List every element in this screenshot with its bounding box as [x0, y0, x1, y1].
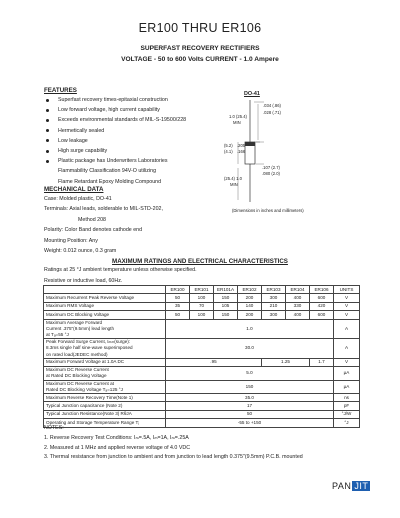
- value-cell: 100: [190, 311, 214, 319]
- ratings-table: [43, 285, 360, 428]
- ratings-condition-1: Ratings at 25 °J ambient temperature unless otherwise specified.: [44, 267, 197, 273]
- dim-body-length-2: .080 (2.0): [262, 171, 280, 176]
- parameter-label: [44, 311, 166, 319]
- table-row: [44, 311, 360, 319]
- cathode-band: [245, 142, 255, 146]
- feature-text: Low leakage: [58, 137, 88, 144]
- feature-text: Low forward voltage, high current capability: [58, 107, 160, 114]
- polarity-line: Polarity: Color Band denotes cathode end: [44, 227, 143, 234]
- parameter-label-line: Rated DC Blocking Voltage Tₐ=125 °J: [46, 386, 123, 392]
- unit-cell: A: [334, 319, 360, 339]
- value-cell: 1.25: [262, 358, 310, 366]
- value-cell: 35: [166, 302, 190, 310]
- parameter-label: [44, 319, 166, 339]
- value-cell: 200: [238, 311, 262, 319]
- feature-text: High surge capability: [58, 148, 108, 155]
- dim-lead-dia: .034 (.86): [263, 103, 281, 108]
- dim-lead-length-min: MIN: [233, 120, 241, 125]
- ratings-heading: MAXIMUM RATINGS AND ELECTRICAL CHARACTERISTICS: [112, 258, 288, 265]
- ratings-header-row: [44, 286, 360, 294]
- case-line: Case: Molded plastic, DO-41: [44, 196, 112, 202]
- value-cell: 400: [286, 294, 310, 302]
- value-cell: 600: [310, 294, 334, 302]
- column-header: [44, 286, 166, 294]
- dimensions-note: (Dimensions in inches and millimeters): [232, 208, 304, 213]
- value-cell: 400: [286, 311, 310, 319]
- table-row: [44, 302, 360, 310]
- value-cell: -55 to +150: [166, 419, 334, 427]
- value-cell: 210: [262, 302, 286, 310]
- note-item: 2. Measured at 1 MHz and applied reverse voltage of 4.0 VDC: [44, 444, 191, 451]
- value-cell: 140: [238, 302, 262, 310]
- panjit-logo: [332, 481, 370, 491]
- parameter-label: [44, 339, 166, 359]
- method-line: Method 208: [78, 216, 106, 223]
- bullet-icon: [46, 129, 49, 132]
- unit-cell: °J: [334, 419, 360, 427]
- table-row: [44, 319, 360, 339]
- parameter-label-line: at Tₐ=55 °J: [46, 331, 69, 337]
- voltage-current-rating: VOLTAGE - 50 to 600 Volts CURRENT - 1.0 Ampere: [121, 56, 279, 63]
- ratings-condition-2: Resistive or inductive load, 60Hz.: [44, 278, 123, 284]
- value-cell: 150: [214, 311, 238, 319]
- feature-item: [44, 95, 244, 105]
- package-label: DO-41: [244, 91, 260, 97]
- table-row: [44, 339, 360, 359]
- table-row: [44, 294, 360, 302]
- parameter-label-line: Maximum Reverse Recovery Time(Note 1): [46, 394, 133, 400]
- feature-item: [44, 136, 244, 146]
- parameter-label-line: Operating and Storage Temperature Range Tⱼ: [46, 419, 140, 425]
- dim-bottom-length: (25.4) 1.0: [224, 176, 242, 181]
- value-cell: 330: [286, 302, 310, 310]
- column-header: ER102: [238, 286, 262, 294]
- table-row: [44, 393, 360, 401]
- table-row: [44, 410, 360, 418]
- unit-cell: V: [334, 311, 360, 319]
- parameter-label-line: Maximum DC Reverse Current at: [46, 380, 114, 386]
- parameter-label-line: Maximum Recurrent Peak Reverse Voltage: [46, 294, 135, 300]
- parameter-label: [44, 393, 166, 401]
- unit-cell: A: [334, 339, 360, 359]
- mechanical-heading: MECHANICAL DATA: [44, 186, 104, 193]
- parameter-label-line: Maximum DC Blocking Voltage: [46, 311, 110, 317]
- table-row: [44, 380, 360, 393]
- dim-lead-dia-2: .028 (.71): [263, 110, 281, 115]
- feature-item: [44, 105, 244, 115]
- dim-lead-length: 1.0 (25.4): [229, 114, 247, 119]
- dim-body-dia-2: .166: [237, 149, 246, 154]
- value-cell: 300: [262, 311, 286, 319]
- column-header: ER101: [190, 286, 214, 294]
- dim-body-dia: .205: [237, 143, 246, 148]
- feature-text: Superfast recovery times-epitaxial construction: [58, 97, 168, 103]
- document-subtitle: SUPERFAST RECOVERY RECTIFIERS: [140, 45, 260, 52]
- unit-cell: °J/W: [334, 410, 360, 418]
- parameter-label-line: Maximum Forward Voltage at 1.0A DC: [46, 359, 125, 365]
- logo-text: PAN: [332, 481, 352, 491]
- bullet-icon: [46, 139, 49, 142]
- parameter-label-line: Maximum DC Reverse Current: [46, 367, 109, 373]
- features-heading: FEATURES: [44, 87, 77, 94]
- parameter-label-line: Typical Junction Resistance(Note 3) RθJA: [46, 411, 132, 417]
- unit-cell: V: [334, 294, 360, 302]
- value-cell: 300: [262, 294, 286, 302]
- unit-cell: pF: [334, 402, 360, 410]
- bullet-icon: [46, 119, 49, 122]
- unit-cell: ns: [334, 393, 360, 401]
- parameter-label: [44, 358, 166, 366]
- feature-text: Plastic package has Underwriters Laboratories: [58, 158, 168, 165]
- value-cell: 150: [214, 294, 238, 302]
- feature-item: [44, 115, 244, 125]
- feature-text: Hermetically sealed: [58, 127, 105, 134]
- value-cell: 150: [166, 380, 334, 393]
- feature-text: Flammability Classification 94V-O utilizing: [58, 168, 157, 175]
- column-header: ER103: [262, 286, 286, 294]
- parameter-label-line: Typical Junction capacitance (Note 2): [46, 402, 123, 408]
- note-item: 3. Thermal resistance from junction to ambient and from junction to lead length 0.375"(9.5mm) P.C.B. mounted: [44, 454, 303, 461]
- value-cell: 100: [190, 294, 214, 302]
- value-cell: 420: [310, 302, 334, 310]
- bullet-icon: [46, 99, 49, 102]
- parameter-label-line: on rated load(JEDEC method): [46, 351, 108, 357]
- parameter-label: [44, 367, 166, 380]
- column-header: ER104: [286, 286, 310, 294]
- table-row: [44, 402, 360, 410]
- parameter-label: [44, 402, 166, 410]
- value-cell: 50: [166, 410, 334, 418]
- feature-item: [44, 126, 244, 136]
- parameter-label-line: at Rated DC Blocking Voltage: [46, 373, 107, 379]
- value-cell: 200: [238, 294, 262, 302]
- dim-bottom-min: MIN: [230, 182, 238, 187]
- value-cell: 105: [214, 302, 238, 310]
- bullet-icon: [46, 150, 49, 153]
- value-cell: 70: [190, 302, 214, 310]
- value-cell: 50: [166, 294, 190, 302]
- terminals-line: Terminals: Axial leads, solderable to MIL-STD-202,: [44, 206, 163, 213]
- column-header: ER101A: [214, 286, 238, 294]
- unit-cell: µA: [334, 380, 360, 393]
- features-list: [44, 95, 244, 187]
- document-title: ER100 THRU ER106: [138, 21, 262, 35]
- bullet-icon: [46, 109, 49, 112]
- value-cell: 17: [166, 402, 334, 410]
- mechanical-data: [44, 194, 244, 256]
- parameter-label: [44, 294, 166, 302]
- unit-cell: µA: [334, 367, 360, 380]
- feature-text: Exceeds environmental standards of MIL-S-19500/228: [58, 117, 187, 124]
- unit-cell: V: [334, 302, 360, 310]
- parameter-label: [44, 302, 166, 310]
- weight-line: Weight: 0.012 ounce, 0.3 gram: [44, 248, 117, 255]
- unit-cell: V: [334, 358, 360, 366]
- dim-body-length: .107 (2.7): [262, 165, 280, 170]
- parameter-label-line: Maximum Average Forward: [46, 319, 103, 325]
- column-header: ER100: [166, 286, 190, 294]
- value-cell: 35.0: [166, 393, 334, 401]
- bullet-icon: [46, 160, 49, 163]
- parameter-label-line: Peak Forward Surge Current, Iₘₘ(surge):: [46, 339, 131, 345]
- feature-item: [44, 156, 244, 187]
- notes-section: [44, 424, 384, 463]
- mounting-line: Mounting Position: Any: [44, 237, 98, 244]
- value-cell: 50: [166, 311, 190, 319]
- parameter-label-line: 8.3ms single half sine-wave superimposed: [46, 345, 133, 351]
- dim-body-mm1: (5.2): [224, 143, 233, 148]
- table-row: [44, 367, 360, 380]
- logo-box-text: JIT: [354, 481, 369, 491]
- value-cell: 600: [310, 311, 334, 319]
- value-cell: 30.0: [166, 339, 334, 359]
- parameter-label-line: Current .375"(9.5mm) lead length: [46, 325, 115, 331]
- value-cell: 1.7: [310, 358, 334, 366]
- column-header: UNITS: [334, 286, 360, 294]
- dim-body-mm2: (4.1): [224, 149, 233, 154]
- value-cell: .95: [166, 358, 262, 366]
- feature-item: [44, 146, 244, 156]
- value-cell: 5.0: [166, 367, 334, 380]
- table-row: [44, 358, 360, 366]
- parameter-label-line: Maximum RMS Voltage: [46, 303, 94, 309]
- parameter-label: [44, 380, 166, 393]
- note-item: 1. Reverse Recovery Test Conditions: Iₘ=.5A, Iₘ=1A, Iₘ=.25A: [44, 434, 189, 441]
- notes-heading: NOTES:: [44, 425, 64, 431]
- parameter-label: [44, 410, 166, 418]
- column-header: ER106: [310, 286, 334, 294]
- value-cell: 1.0: [166, 319, 334, 339]
- feature-text: Flame Retardant Epoxy Molding Compound: [58, 178, 162, 185]
